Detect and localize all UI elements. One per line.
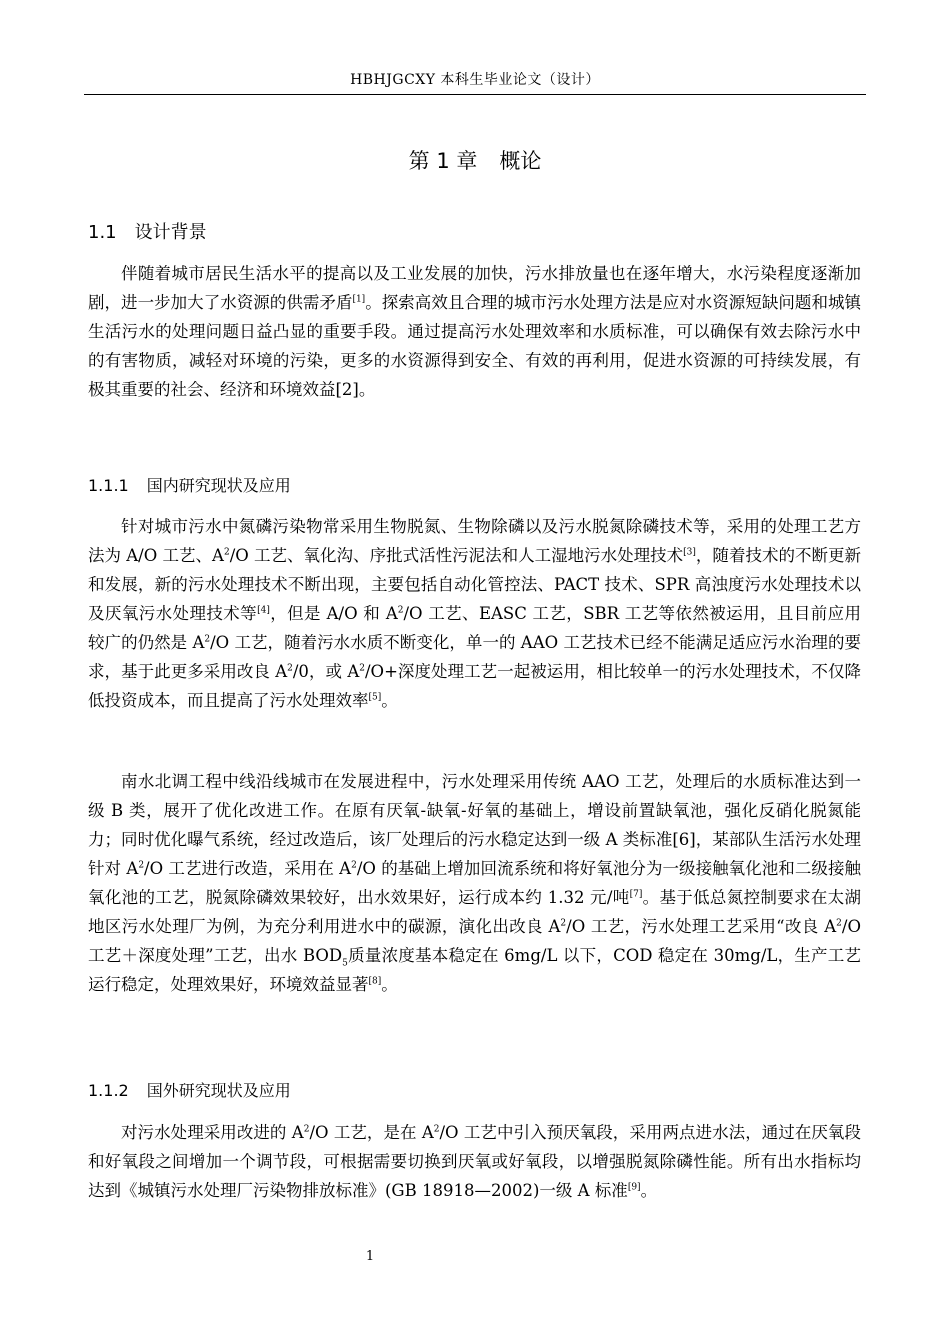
page-number: 1: [365, 1249, 375, 1264]
chapter-name: 概论: [499, 149, 542, 173]
paragraph-international-1: 对污水处理采用改进的 $A^2/O$ 工艺，是在 $A^2/O$ 工艺中引入预厌氧段，采用两点进水法，通过在厌氧段和好氧段之间增加一个调节段，可根据需要切换到厌氧或好氧段，以增强脱氮除磷性能。所有出水指标均达到《城镇污水处理厂污染物排放标准》(GB 18918—2002)一级 A 标准[9]。: [88, 1123, 861, 1200]
header-text: HBHJGCXY 本科生毕业论文（设计）: [350, 72, 600, 88]
paragraph-domestic-1: 针对城市污水中氮磷污染物常采用生物脱氮、生物除磷以及污水脱氮除磷技术等，采用的处理工艺方法为 A/O 工艺、$A^2/O$ 工艺、氧化沟、序批式活性污泥法和人工湿地污水处理技术[3]，随着技术的不断更新和发展，新的污水处理技术不断出现，主要包括自动化管控法、PACT 技术、SPR 高浊度污水处理技术以及厌氧污水处理技术等[4]，但是 A/O 和 $A^2/O$ 工艺、EASC 工艺，SBR 工艺等依然被运用，且目前应用较广的仍然是 $A^2/O$ 工艺，随着污水水质不断变化，单一的 AAO 工艺技术已经不能满足适应污水治理的要求，基于此更多采用改良 $A^2/0$，或 $A^2/O+$深度处理工艺一起被运用，相比较单一的污水处理技术，不仅降低投资成本，而且提高了污水处理效率[5]。: [88, 517, 862, 710]
citation: [7]: [629, 889, 643, 900]
chapter-title: [0, 146, 950, 176]
section-heading-1-1: [88, 218, 207, 248]
page-header: [84, 70, 866, 95]
section-number: 1.1.2: [88, 1081, 129, 1100]
section-heading-1-1-2: [88, 1077, 291, 1105]
paragraph-domestic-2: 南水北调工程中线沿线城市在发展进程中，污水处理采用传统 AAO 工艺，处理后的水质标准达到一级 B 类，展开了优化改进工作。在原有厌氧-缺氧-好氧的基础上，增设前置缺氧池，强化反硝化脱氮能力；同时优化曝气系统，经过改造后，该厂处理后的污水稳定达到一级 A 类标准[6]，某部队生活污水处理针对 $A^2/O$ 工艺进行改造，采用在 $A^2/O$ 的基础上增加回流系统和将好氧池分为一级接触氧化池和二级接触氧化池的工艺，脱氮除磷效果较好，出水效果好，运行成本约 1.32 元/吨[7]。基于低总氮控制要求在太湖地区污水处理厂为例，为充分利用进水中的碳源，演化出改良 $A^2/O$ 工艺，污水处理工艺采用“改良 $A^2/O$ 工艺＋深度处理”工艺，出水 $BOD_5$质量浓度基本稳定在 6mg/L 以下，COD 稳定在 30mg/L，生产工艺运行稳定，处理效果好，环境效益显著[8]。: [88, 772, 862, 994]
section-heading-1-1-1: [88, 472, 291, 500]
citation: [1]: [352, 294, 366, 305]
section-number: 1.1.1: [88, 476, 129, 495]
chapter-number: 第 1 章: [408, 149, 478, 173]
citation: [9]: [627, 1182, 641, 1193]
citation: [3]: [683, 547, 696, 558]
citation: [4]: [257, 605, 270, 616]
section-title: 设计背景: [134, 222, 207, 243]
section-title: 国外研究现状及应用: [146, 1081, 291, 1100]
paragraph-background: 伴随着城市居民生活水平的提高以及工业发展的加快，污水排放量也在逐年增大，水污染程度逐渐加剧，进一步加大了水资源的供需矛盾[1]。探索高效且合理的城市污水处理方法是应对水资源短缺问题和城镇生活污水的处理问题日益凸显的重要手段。通过提高污水处理效率和水质标准，可以确保有效去除污水中的有害物质，减轻对环境的污染，更多的水资源得到安全、有效的再利用，促进水资源的可持续发展，有极其重要的社会、经济和环境效益[2]。: [88, 264, 862, 399]
section-title: 国内研究现状及应用: [146, 476, 291, 495]
section-number: 1.1: [88, 222, 117, 243]
citation: [5]: [368, 692, 382, 703]
citation: [8]: [368, 976, 382, 987]
